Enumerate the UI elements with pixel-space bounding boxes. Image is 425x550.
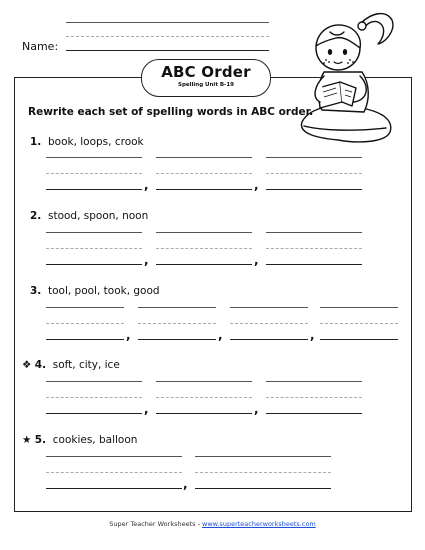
guide-top-line [230, 307, 308, 308]
guide-top-line [46, 157, 142, 158]
guide-mid-line [46, 397, 142, 398]
guide-mid-line [320, 323, 398, 324]
answer-line[interactable] [266, 413, 362, 414]
answer-line[interactable] [320, 339, 398, 340]
name-line-top [66, 22, 269, 23]
guide-mid-line [156, 173, 252, 174]
guide-mid-line [138, 323, 216, 324]
guide-mid-line [46, 472, 182, 473]
question-words: tool, pool, took, good [47, 285, 160, 297]
guide-top-line [156, 232, 252, 233]
question-number: 1. [30, 136, 42, 148]
question-words: stood, spoon, noon [47, 210, 149, 222]
guide-mid-line [195, 472, 331, 473]
guide-top-line [320, 307, 398, 308]
answer-line[interactable] [230, 339, 308, 340]
guide-mid-line [230, 323, 308, 324]
guide-top-line [156, 381, 252, 382]
question-1-prompt [30, 136, 144, 148]
guide-mid-line [156, 397, 252, 398]
question-number: 2. [30, 210, 42, 222]
footer [0, 520, 425, 528]
guide-mid-line [46, 323, 124, 324]
comma: , [144, 402, 149, 416]
worksheet-subtitle: Spelling Unit B-19 [178, 82, 234, 88]
name-line-middle [66, 36, 269, 37]
guide-top-line [266, 232, 362, 233]
answer-line[interactable] [156, 189, 252, 190]
girl-reading-illustration [290, 2, 405, 152]
comma: , [310, 328, 315, 342]
answer-line[interactable] [156, 264, 252, 265]
footer-text: Super Teacher Worksheets - [109, 520, 203, 528]
question-words: cookies, balloon [52, 434, 138, 446]
guide-top-line [46, 456, 182, 457]
comma: , [126, 328, 131, 342]
question-number: 5. [34, 434, 47, 446]
comma: , [144, 253, 149, 267]
answer-line[interactable] [195, 488, 331, 489]
answer-line[interactable] [46, 264, 142, 265]
answer-line[interactable] [46, 339, 124, 340]
worksheet-title: ABC Order [161, 63, 251, 81]
answer-line[interactable] [46, 488, 182, 489]
guide-top-line [46, 307, 124, 308]
answer-line[interactable] [266, 189, 362, 190]
name-label: Name: [22, 40, 59, 53]
guide-mid-line [46, 248, 142, 249]
guide-top-line [266, 381, 362, 382]
answer-line[interactable] [266, 264, 362, 265]
comma: , [183, 477, 188, 491]
guide-mid-line [266, 248, 362, 249]
guide-mid-line [266, 173, 362, 174]
question-number: 3. [30, 285, 42, 297]
title-box [141, 59, 271, 97]
guide-top-line [156, 157, 252, 158]
guide-top-line [46, 232, 142, 233]
guide-mid-line [156, 248, 252, 249]
guide-top-line [195, 456, 331, 457]
star-icon: ★ [22, 434, 32, 446]
question-words: soft, city, ice [52, 359, 120, 371]
comma: , [254, 402, 259, 416]
answer-line[interactable] [46, 413, 142, 414]
guide-top-line [46, 381, 142, 382]
guide-top-line [266, 157, 362, 158]
answer-line[interactable] [46, 189, 142, 190]
answer-line[interactable] [156, 413, 252, 414]
instructions: Rewrite each set of spelling words in ABC order. [28, 106, 314, 118]
question-3-prompt [30, 285, 160, 297]
comma: , [254, 253, 259, 267]
guide-mid-line [46, 173, 142, 174]
question-number: 4. [34, 359, 47, 371]
guide-mid-line [266, 397, 362, 398]
diamond-icon: ❖ [22, 359, 32, 371]
answer-line[interactable] [138, 339, 216, 340]
guide-top-line [138, 307, 216, 308]
comma: , [144, 178, 149, 192]
question-4-prompt [22, 359, 120, 371]
question-words: book, loops, crook [47, 136, 144, 148]
comma: , [254, 178, 259, 192]
question-5-prompt [22, 434, 137, 446]
footer-link[interactable]: www.superteacherworksheets.com [202, 520, 316, 528]
question-2-prompt [30, 210, 148, 222]
name-field[interactable] [66, 50, 269, 51]
comma: , [218, 328, 223, 342]
